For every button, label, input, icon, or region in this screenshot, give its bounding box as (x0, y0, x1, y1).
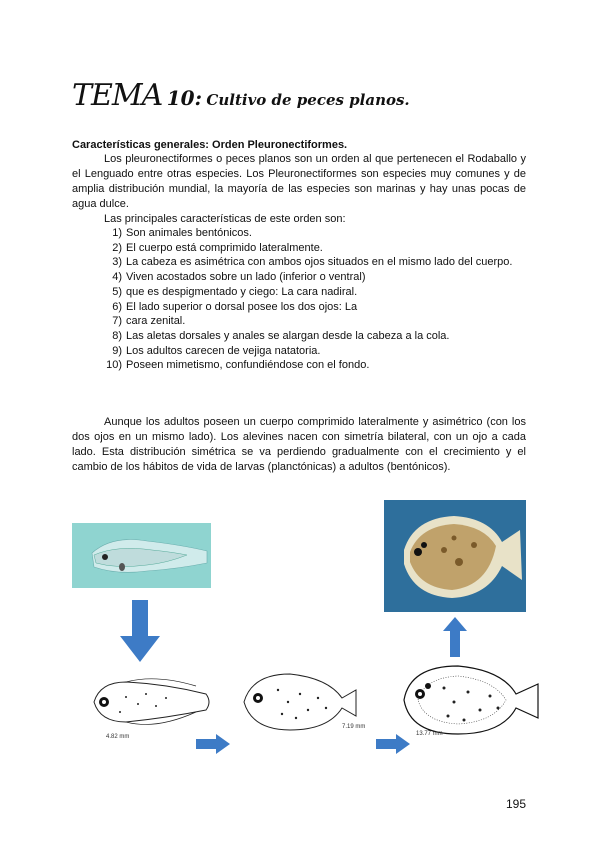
page-title (72, 78, 410, 113)
list-item: 7) cara zenital. (112, 315, 186, 328)
list-item: 4) Viven acostados sobre un lado (inferior o ventral) (112, 271, 366, 284)
adult-fish-photo (384, 500, 526, 612)
larva-stage-1-drawing (86, 672, 216, 734)
list-item: 1) Son animales bentónicos. (112, 227, 252, 239)
list-item: 5) que es despigmentado y ciego: La cara nadiral. (112, 285, 358, 298)
tema-number: 10: (166, 86, 202, 110)
paragraph-development: Aunque los adultos poseen un cuerpo comprimido lateralmente y asimétrico (con los dos ojos en un mismo lado). Los alevines nacen con simetría bilateral, con un ojo a cada lado. Esta distribución simétrica se va perdiendo gradualmente con el crecimiento y el cambio de los hábitos de vida de larvas (planctónicas) a adultos (bentónicos). (72, 416, 526, 473)
list-item: 6) El lado superior o dorsal posee los dos ojos: La (112, 300, 358, 313)
list-item: 8) Las aletas dorsales y anales se alargan desde la cabeza a la cola. (112, 329, 450, 342)
larva-stage-2-drawing (238, 668, 358, 736)
page-number: 195 (506, 797, 527, 811)
characteristics-list (100, 226, 526, 373)
list-item: 9) Los adultos carecen de vejiga natatoria. (112, 344, 321, 357)
larva-stage-3-drawing (398, 662, 540, 738)
larva-photo (72, 523, 211, 588)
section-heading: Características generales: Orden Pleuronectiformes. (72, 139, 348, 151)
list-item: 2) El cuerpo está comprimido lateralmente. (112, 241, 323, 254)
scale-label-3: 13.77 mm (416, 731, 443, 737)
list-intro: Las principales características de este orden son: (104, 213, 346, 225)
tema-label: TEMA (72, 78, 163, 113)
scale-label-2: 7.19 mm (342, 724, 366, 730)
list-item: 10) Poseen mimetismo, confundiéndose con el fondo. (106, 359, 370, 372)
list-item: 3) La cabeza es asimétrica con ambos ojos situados en el mismo lado del cuerpo. (112, 256, 513, 269)
arrow-up-icon (443, 617, 467, 657)
arrow-right-icon (196, 734, 230, 754)
arrow-down-icon (120, 600, 160, 662)
paragraph-intro: Los pleuronectiformes o peces planos son un orden al que pertenecen el Rodaballo y el Lenguado entre otras especies. Los Pleuronectiformes son especies muy comunes y de amplia distribución mundial, la mayoría de las especies son marinas y hay unas pocas de agua dulce. (72, 153, 526, 210)
tema-subtitle: Cultivo de peces planos. (206, 91, 410, 109)
scale-label-1: 4.82 mm (106, 734, 130, 740)
